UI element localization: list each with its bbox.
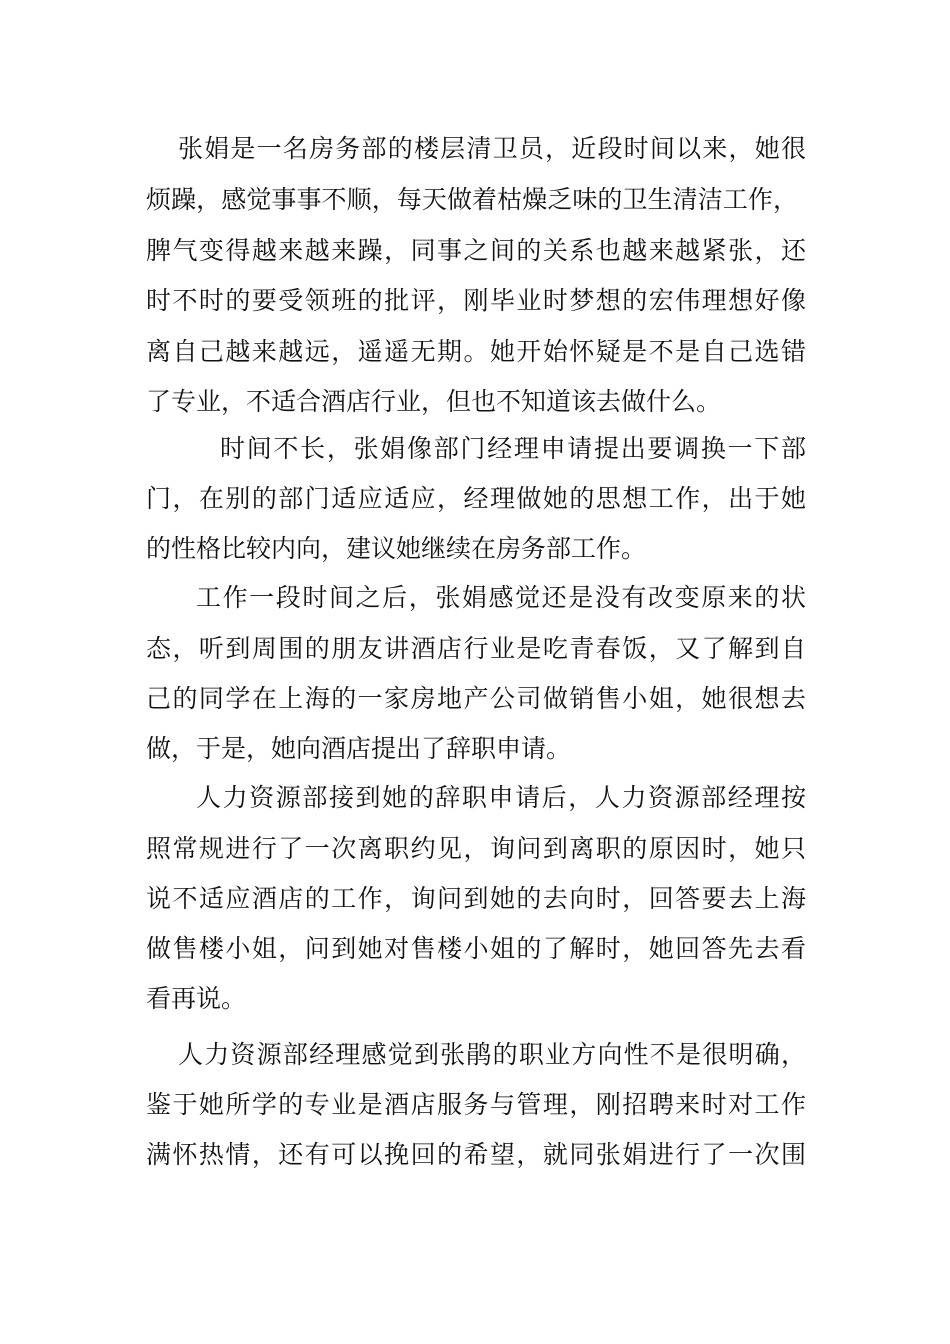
paragraph-1-line-6: 了专业，不适合酒店行业，但也不知道该去做什么。 <box>146 387 722 416</box>
paragraph-4-line-1: 人力资源部接到她的辞职申请后，人力资源部经理按 <box>196 783 806 812</box>
paragraph-4-line-2: 照常规进行了一次离职约见，询问到离职的原因时，她只 <box>146 834 806 863</box>
paragraph-4-line-4: 做售楼小姐，问到她对售楼小姐的了解时，她回答先去看 <box>146 934 806 963</box>
paragraph-1-line-5: 离自己越来越远，遥遥无期。她开始怀疑是不是自己选错 <box>146 337 806 366</box>
paragraph-2-line-2: 门，在别的部门适应适应，经理做她的思想工作，出于她 <box>146 484 806 513</box>
paragraph-3-line-2: 态，听到周围的朋友讲酒店行业是吃青春饭，又了解到自 <box>146 634 806 663</box>
paragraph-3-line-3: 己的同学在上海的一家房地产公司做销售小姐，她很想去 <box>146 684 806 713</box>
paragraph-3-line-1: 工作一段时间之后，张娟感觉还是没有改变原来的状 <box>196 583 806 612</box>
paragraph-2-line-1: 时间不长，张娟像部门经理申请提出要调换一下部 <box>220 434 806 463</box>
paragraph-5-line-3: 满怀热情，还有可以挽回的希望，就同张娟进行了一次围 <box>146 1140 806 1169</box>
paragraph-2-line-3: 的性格比较内向，建议她继续在房务部工作。 <box>146 534 647 563</box>
paragraph-1-line-1: 张娟是一名房务部的楼层清卫员，近段时间以来，她很 <box>178 134 806 163</box>
paragraph-1-line-3: 脾气变得越来越来躁，同事之间的关系也越来越紧张，还 <box>146 236 806 265</box>
paragraph-4-line-5: 看再说。 <box>146 984 247 1013</box>
paragraph-5-line-2: 鉴于她所学的专业是酒店服务与管理，刚招聘来时对工作 <box>146 1090 806 1119</box>
paragraph-4-line-3: 说不适应酒店的工作，询问到她的去向时，回答要去上海 <box>146 884 806 913</box>
paragraph-5-line-1: 人力资源部经理感觉到张鹃的职业方向性不是很明确， <box>178 1040 806 1069</box>
paragraph-1-line-4: 时不时的要受领班的批评，刚毕业时梦想的宏伟理想好像 <box>146 286 806 315</box>
paragraph-1-line-2: 烦躁，感觉事事不顺，每天做着枯燥乏味的卫生清洁工作， <box>146 185 798 214</box>
paragraph-3-line-4: 做，于是，她向酒店提出了辞职申请。 <box>146 734 572 763</box>
